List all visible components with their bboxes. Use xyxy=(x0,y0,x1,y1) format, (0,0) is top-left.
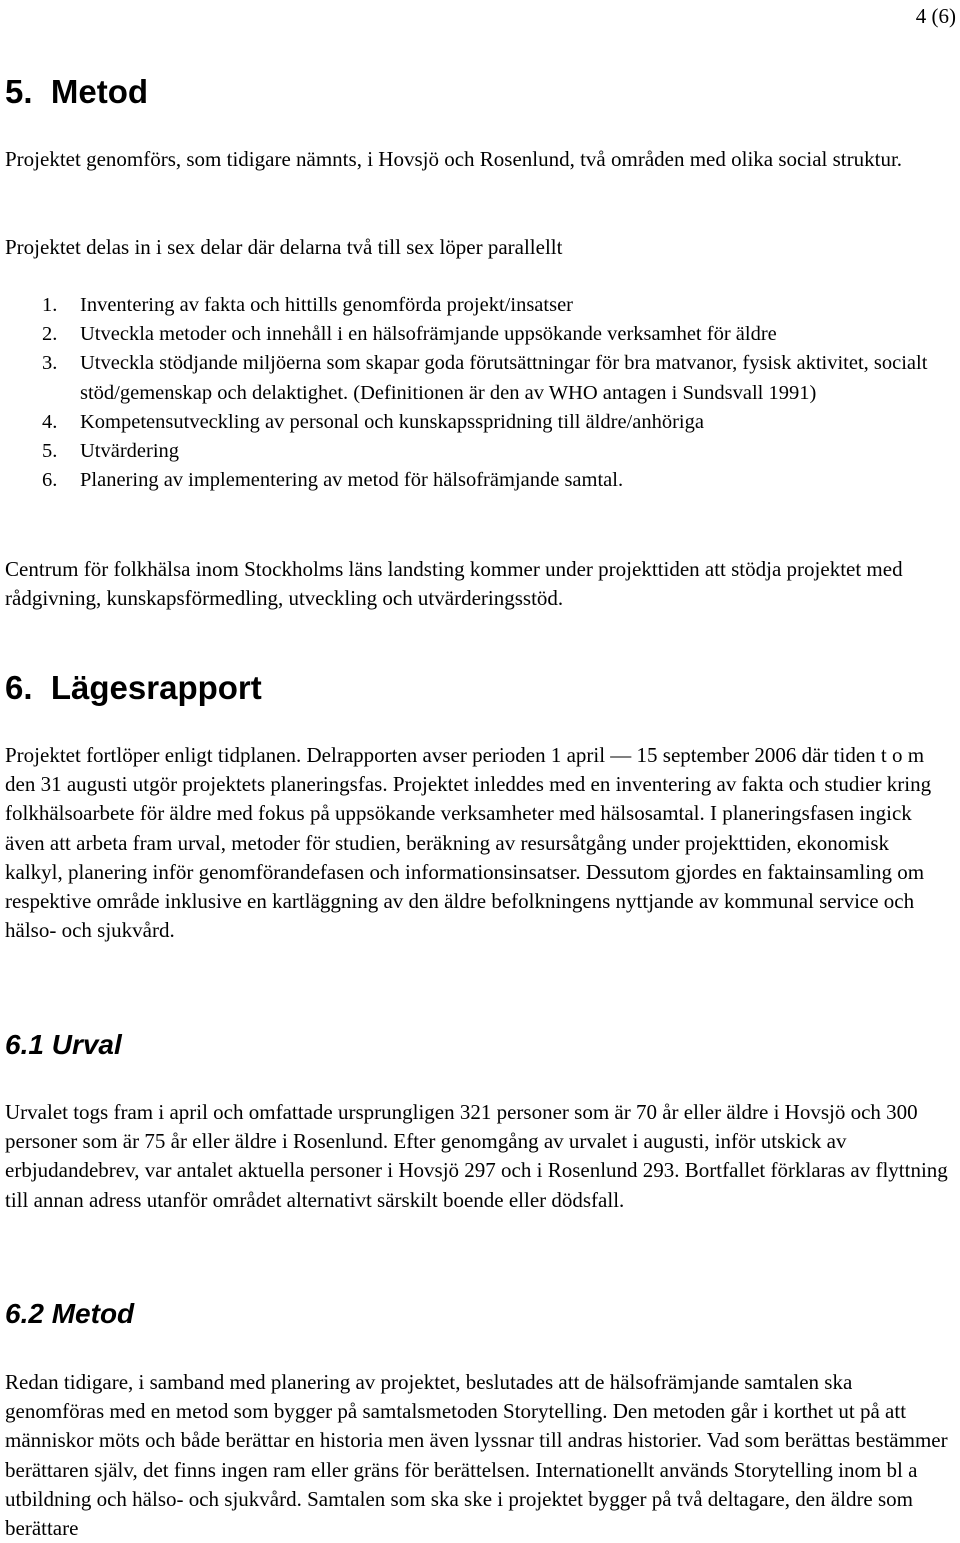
section-6-paragraph-1: Projektet fortlöper enligt tidplanen. Delrapporten avser perioden 1 april — 15 september 2006 där tiden t o m den 31 augusti utgör projektets planeringsfas. Projektet inleddes med en inventering av fakta och studier kring folkhälsoarbete för äldre med fokus på uppsökande verksamheter med hälsosamtal. I planeringsfasen ingick även att arbeta fram urval, metoder för studien, beräkning av resursåtgång under projekttiden, ekonomisk kalkyl, planering inför genomförandefasen och informationsinsatser. Dessutom gjordes en faktainsamling om respektive område inklusive en kartläggning av den äldre befolkningens nyttjande av kommunal service och hälso- och sjukvård. xyxy=(5,743,932,943)
section-6-2-heading xyxy=(5,1297,134,1331)
page-number: 4 (6) xyxy=(915,4,956,28)
list-item-text: Utvärdering xyxy=(80,440,180,463)
list-item-number: 1. xyxy=(42,294,58,316)
list-item-text: Inventering av fakta och hittills genomförda projekt/insatser xyxy=(80,294,573,316)
section-6-1-title: Urval xyxy=(51,1029,122,1060)
list-item xyxy=(42,349,957,407)
section-6-2-title: Metod xyxy=(51,1298,135,1329)
section-6-2-number: 6.2 xyxy=(5,1298,44,1329)
list-item-text: Kompetensutveckling av personal och kunskapsspridning till äldre/anhöriga xyxy=(80,410,704,433)
list-item xyxy=(42,466,957,495)
list-item xyxy=(42,408,957,437)
section-5-heading xyxy=(5,72,148,112)
section-5-title: Metod xyxy=(50,73,149,110)
list-item-text: Planering av implementering av metod för hälsofrämjande samtal. xyxy=(80,469,624,492)
list-item-number: 3. xyxy=(42,352,58,375)
section-5-paragraph-3: Centrum för folkhälsa inom Stockholms läns landsting kommer under projekttiden att stödja projektet med rådgivning, kunskapsförmedling, utveckling och utvärderingsstöd. xyxy=(5,557,903,611)
section-6-1-paragraph-1: Urvalet togs fram i april och omfattade ursprungligen 321 personer som är 70 år eller äldre i Hovsjö och 300 personer som är 75 år eller äldre i Rosenlund. Efter genomgång av urvalet i augusti, inför utskick av erbjudandebrev, var antalet aktuella personer i Hovsjö 297 och i Rosenlund 293. Bortfallet förklaras av flyttning till annan adress utanför området alternativt särskilt boende eller dödsfall. xyxy=(5,1100,948,1212)
section-5-paragraph-1: Projektet genomförs, som tidigare nämnts, i Hovsjö och Rosenlund, två områden med olika social struktur. xyxy=(5,147,903,171)
list-item-number: 6. xyxy=(42,469,58,492)
section-6-heading xyxy=(5,668,262,708)
list-item xyxy=(42,320,957,349)
section-5-paragraph-2: Projektet delas in i sex delar där delarna två till sex löper parallellt xyxy=(5,235,563,259)
section-6-1-heading xyxy=(5,1028,122,1062)
list-item-text: Utveckla stödjande miljöerna som skapar goda förutsättningar för bra matvanor, fysisk aktivitet, socialt stöd/gemenskap och delaktighet. (Definitionen är den av WHO antagen i Sundsvall 1991) xyxy=(80,352,928,404)
section-5-number: 5. xyxy=(5,73,33,110)
section-6-1-number: 6.1 xyxy=(5,1029,44,1060)
project-parts-list xyxy=(42,291,957,495)
list-item-number: 4. xyxy=(42,410,58,433)
list-item xyxy=(42,437,957,466)
list-item xyxy=(42,291,957,320)
list-item-number: 2. xyxy=(42,323,58,346)
section-6-title: Lägesrapport xyxy=(50,669,262,706)
list-item-number: 5. xyxy=(42,440,58,463)
list-item-text: Utveckla metoder och innehåll i en hälsofrämjande uppsökande verksamhet för äldre xyxy=(80,323,777,346)
section-6-2-paragraph-1: Redan tidigare, i samband med planering av projektet, beslutades att de hälsofrämjande samtalen ska genomföras med en metod som bygger på samtalsmetoden Storytelling. Den metoden går i korthet ut på att människor möts och både berättar en historia men även lyssnar till andras historier. Vad som berättas bestämmer berättaren själv, det finns ingen ram eller gräns för berättelsen. Internationellt används Storytelling inom bl a utbildning och hälso- och sjukvård. Samtalen som ska ske i projektet bygger på två deltagare, den äldre som berättare xyxy=(5,1370,948,1541)
section-6-number: 6. xyxy=(5,669,33,706)
